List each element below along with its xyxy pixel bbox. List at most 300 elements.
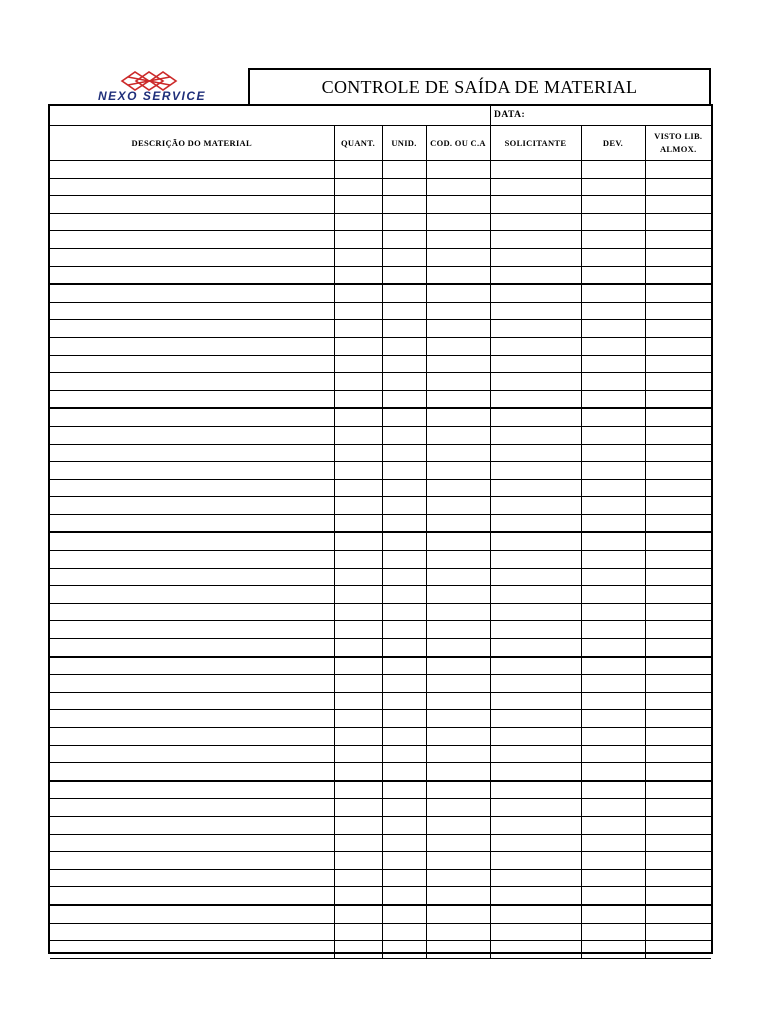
quantity-cell[interactable]: [334, 320, 382, 338]
quantity-cell[interactable]: [334, 603, 382, 621]
quantity-cell[interactable]: [334, 923, 382, 941]
quantity-cell[interactable]: [334, 781, 382, 799]
description-cell[interactable]: [50, 266, 334, 284]
requester-cell[interactable]: [490, 675, 581, 693]
unit-cell[interactable]: [382, 266, 426, 284]
approval-cell[interactable]: [645, 479, 711, 497]
requester-cell[interactable]: [490, 213, 581, 231]
code-cell[interactable]: [426, 355, 490, 373]
approval-cell[interactable]: [645, 213, 711, 231]
approval-cell[interactable]: [645, 462, 711, 480]
requester-cell[interactable]: [490, 532, 581, 550]
approval-cell[interactable]: [645, 196, 711, 214]
quantity-cell[interactable]: [334, 816, 382, 834]
return-cell[interactable]: [581, 497, 645, 515]
return-cell[interactable]: [581, 816, 645, 834]
requester-cell[interactable]: [490, 603, 581, 621]
return-cell[interactable]: [581, 532, 645, 550]
code-cell[interactable]: [426, 444, 490, 462]
approval-cell[interactable]: [645, 266, 711, 284]
quantity-cell[interactable]: [334, 551, 382, 569]
requester-cell[interactable]: [490, 284, 581, 302]
code-cell[interactable]: [426, 675, 490, 693]
approval-cell[interactable]: [645, 497, 711, 515]
return-cell[interactable]: [581, 568, 645, 586]
quantity-cell[interactable]: [334, 161, 382, 179]
description-cell[interactable]: [50, 905, 334, 923]
approval-cell[interactable]: [645, 905, 711, 923]
quantity-cell[interactable]: [334, 710, 382, 728]
code-cell[interactable]: [426, 426, 490, 444]
requester-cell[interactable]: [490, 320, 581, 338]
quantity-cell[interactable]: [334, 444, 382, 462]
unit-cell[interactable]: [382, 444, 426, 462]
return-cell[interactable]: [581, 799, 645, 817]
code-cell[interactable]: [426, 302, 490, 320]
code-cell[interactable]: [426, 568, 490, 586]
return-cell[interactable]: [581, 710, 645, 728]
quantity-cell[interactable]: [334, 284, 382, 302]
description-cell[interactable]: [50, 320, 334, 338]
description-cell[interactable]: [50, 373, 334, 391]
approval-cell[interactable]: [645, 551, 711, 569]
requester-cell[interactable]: [490, 905, 581, 923]
approval-cell[interactable]: [645, 657, 711, 675]
requester-cell[interactable]: [490, 621, 581, 639]
return-cell[interactable]: [581, 728, 645, 746]
requester-cell[interactable]: [490, 178, 581, 196]
requester-cell[interactable]: [490, 923, 581, 941]
approval-cell[interactable]: [645, 852, 711, 870]
unit-cell[interactable]: [382, 816, 426, 834]
code-cell[interactable]: [426, 462, 490, 480]
return-cell[interactable]: [581, 514, 645, 532]
code-cell[interactable]: [426, 337, 490, 355]
quantity-cell[interactable]: [334, 497, 382, 515]
quantity-cell[interactable]: [334, 905, 382, 923]
return-cell[interactable]: [581, 284, 645, 302]
approval-cell[interactable]: [645, 887, 711, 905]
code-cell[interactable]: [426, 320, 490, 338]
approval-cell[interactable]: [645, 639, 711, 657]
description-cell[interactable]: [50, 390, 334, 408]
requester-cell[interactable]: [490, 161, 581, 179]
quantity-cell[interactable]: [334, 248, 382, 266]
approval-cell[interactable]: [645, 514, 711, 532]
requester-cell[interactable]: [490, 834, 581, 852]
requester-cell[interactable]: [490, 514, 581, 532]
description-cell[interactable]: [50, 657, 334, 675]
code-cell[interactable]: [426, 621, 490, 639]
quantity-cell[interactable]: [334, 514, 382, 532]
unit-cell[interactable]: [382, 887, 426, 905]
requester-cell[interactable]: [490, 373, 581, 391]
description-cell[interactable]: [50, 248, 334, 266]
approval-cell[interactable]: [645, 923, 711, 941]
unit-cell[interactable]: [382, 178, 426, 196]
approval-cell[interactable]: [645, 161, 711, 179]
unit-cell[interactable]: [382, 390, 426, 408]
approval-cell[interactable]: [645, 586, 711, 604]
return-cell[interactable]: [581, 887, 645, 905]
code-cell[interactable]: [426, 887, 490, 905]
code-cell[interactable]: [426, 248, 490, 266]
code-cell[interactable]: [426, 178, 490, 196]
code-cell[interactable]: [426, 551, 490, 569]
unit-cell[interactable]: [382, 355, 426, 373]
unit-cell[interactable]: [382, 692, 426, 710]
approval-cell[interactable]: [645, 869, 711, 887]
return-cell[interactable]: [581, 355, 645, 373]
approval-cell[interactable]: [645, 941, 711, 959]
return-cell[interactable]: [581, 551, 645, 569]
description-cell[interactable]: [50, 568, 334, 586]
requester-cell[interactable]: [490, 302, 581, 320]
code-cell[interactable]: [426, 781, 490, 799]
description-cell[interactable]: [50, 763, 334, 781]
quantity-cell[interactable]: [334, 586, 382, 604]
unit-cell[interactable]: [382, 231, 426, 249]
description-cell[interactable]: [50, 284, 334, 302]
return-cell[interactable]: [581, 834, 645, 852]
unit-cell[interactable]: [382, 462, 426, 480]
description-cell[interactable]: [50, 196, 334, 214]
requester-cell[interactable]: [490, 586, 581, 604]
approval-cell[interactable]: [645, 675, 711, 693]
unit-cell[interactable]: [382, 426, 426, 444]
quantity-cell[interactable]: [334, 355, 382, 373]
code-cell[interactable]: [426, 514, 490, 532]
approval-cell[interactable]: [645, 178, 711, 196]
code-cell[interactable]: [426, 231, 490, 249]
description-cell[interactable]: [50, 799, 334, 817]
description-cell[interactable]: [50, 586, 334, 604]
description-cell[interactable]: [50, 621, 334, 639]
quantity-cell[interactable]: [334, 568, 382, 586]
approval-cell[interactable]: [645, 710, 711, 728]
return-cell[interactable]: [581, 161, 645, 179]
unit-cell[interactable]: [382, 905, 426, 923]
code-cell[interactable]: [426, 161, 490, 179]
return-cell[interactable]: [581, 320, 645, 338]
unit-cell[interactable]: [382, 869, 426, 887]
description-cell[interactable]: [50, 745, 334, 763]
approval-cell[interactable]: [645, 692, 711, 710]
description-cell[interactable]: [50, 869, 334, 887]
unit-cell[interactable]: [382, 497, 426, 515]
unit-cell[interactable]: [382, 834, 426, 852]
code-cell[interactable]: [426, 479, 490, 497]
code-cell[interactable]: [426, 586, 490, 604]
quantity-cell[interactable]: [334, 639, 382, 657]
requester-cell[interactable]: [490, 390, 581, 408]
description-cell[interactable]: [50, 692, 334, 710]
quantity-cell[interactable]: [334, 657, 382, 675]
return-cell[interactable]: [581, 586, 645, 604]
quantity-cell[interactable]: [334, 479, 382, 497]
approval-cell[interactable]: [645, 834, 711, 852]
return-cell[interactable]: [581, 923, 645, 941]
description-cell[interactable]: [50, 426, 334, 444]
description-cell[interactable]: [50, 887, 334, 905]
unit-cell[interactable]: [382, 941, 426, 959]
return-cell[interactable]: [581, 781, 645, 799]
requester-cell[interactable]: [490, 355, 581, 373]
code-cell[interactable]: [426, 639, 490, 657]
code-cell[interactable]: [426, 390, 490, 408]
requester-cell[interactable]: [490, 869, 581, 887]
code-cell[interactable]: [426, 941, 490, 959]
unit-cell[interactable]: [382, 657, 426, 675]
unit-cell[interactable]: [382, 408, 426, 426]
description-cell[interactable]: [50, 675, 334, 693]
return-cell[interactable]: [581, 266, 645, 284]
unit-cell[interactable]: [382, 284, 426, 302]
description-cell[interactable]: [50, 337, 334, 355]
quantity-cell[interactable]: [334, 675, 382, 693]
unit-cell[interactable]: [382, 621, 426, 639]
unit-cell[interactable]: [382, 213, 426, 231]
return-cell[interactable]: [581, 941, 645, 959]
requester-cell[interactable]: [490, 887, 581, 905]
description-cell[interactable]: [50, 408, 334, 426]
approval-cell[interactable]: [645, 816, 711, 834]
quantity-cell[interactable]: [334, 196, 382, 214]
return-cell[interactable]: [581, 621, 645, 639]
requester-cell[interactable]: [490, 568, 581, 586]
description-cell[interactable]: [50, 834, 334, 852]
code-cell[interactable]: [426, 266, 490, 284]
quantity-cell[interactable]: [334, 178, 382, 196]
unit-cell[interactable]: [382, 196, 426, 214]
code-cell[interactable]: [426, 373, 490, 391]
description-cell[interactable]: [50, 710, 334, 728]
code-cell[interactable]: [426, 213, 490, 231]
description-cell[interactable]: [50, 852, 334, 870]
unit-cell[interactable]: [382, 161, 426, 179]
unit-cell[interactable]: [382, 763, 426, 781]
requester-cell[interactable]: [490, 745, 581, 763]
quantity-cell[interactable]: [334, 462, 382, 480]
code-cell[interactable]: [426, 852, 490, 870]
description-cell[interactable]: [50, 444, 334, 462]
description-cell[interactable]: [50, 479, 334, 497]
return-cell[interactable]: [581, 462, 645, 480]
code-cell[interactable]: [426, 603, 490, 621]
date-field[interactable]: DATA:: [490, 106, 711, 126]
description-cell[interactable]: [50, 497, 334, 515]
requester-cell[interactable]: [490, 639, 581, 657]
quantity-cell[interactable]: [334, 373, 382, 391]
unit-cell[interactable]: [382, 514, 426, 532]
unit-cell[interactable]: [382, 320, 426, 338]
code-cell[interactable]: [426, 834, 490, 852]
quantity-cell[interactable]: [334, 390, 382, 408]
unit-cell[interactable]: [382, 337, 426, 355]
requester-cell[interactable]: [490, 551, 581, 569]
approval-cell[interactable]: [645, 745, 711, 763]
return-cell[interactable]: [581, 692, 645, 710]
unit-cell[interactable]: [382, 745, 426, 763]
unit-cell[interactable]: [382, 568, 426, 586]
code-cell[interactable]: [426, 532, 490, 550]
return-cell[interactable]: [581, 178, 645, 196]
approval-cell[interactable]: [645, 408, 711, 426]
requester-cell[interactable]: [490, 462, 581, 480]
approval-cell[interactable]: [645, 603, 711, 621]
requester-cell[interactable]: [490, 852, 581, 870]
quantity-cell[interactable]: [334, 887, 382, 905]
return-cell[interactable]: [581, 603, 645, 621]
quantity-cell[interactable]: [334, 302, 382, 320]
quantity-cell[interactable]: [334, 763, 382, 781]
requester-cell[interactable]: [490, 266, 581, 284]
requester-cell[interactable]: [490, 248, 581, 266]
quantity-cell[interactable]: [334, 799, 382, 817]
approval-cell[interactable]: [645, 231, 711, 249]
description-cell[interactable]: [50, 355, 334, 373]
approval-cell[interactable]: [645, 621, 711, 639]
approval-cell[interactable]: [645, 390, 711, 408]
requester-cell[interactable]: [490, 692, 581, 710]
requester-cell[interactable]: [490, 231, 581, 249]
approval-cell[interactable]: [645, 248, 711, 266]
approval-cell[interactable]: [645, 302, 711, 320]
code-cell[interactable]: [426, 763, 490, 781]
description-cell[interactable]: [50, 231, 334, 249]
quantity-cell[interactable]: [334, 213, 382, 231]
code-cell[interactable]: [426, 497, 490, 515]
code-cell[interactable]: [426, 745, 490, 763]
return-cell[interactable]: [581, 639, 645, 657]
approval-cell[interactable]: [645, 728, 711, 746]
requester-cell[interactable]: [490, 444, 581, 462]
description-cell[interactable]: [50, 551, 334, 569]
description-cell[interactable]: [50, 728, 334, 746]
return-cell[interactable]: [581, 479, 645, 497]
requester-cell[interactable]: [490, 479, 581, 497]
description-cell[interactable]: [50, 178, 334, 196]
approval-cell[interactable]: [645, 799, 711, 817]
quantity-cell[interactable]: [334, 728, 382, 746]
approval-cell[interactable]: [645, 568, 711, 586]
requester-cell[interactable]: [490, 196, 581, 214]
unit-cell[interactable]: [382, 479, 426, 497]
requester-cell[interactable]: [490, 426, 581, 444]
description-cell[interactable]: [50, 639, 334, 657]
quantity-cell[interactable]: [334, 941, 382, 959]
description-cell[interactable]: [50, 532, 334, 550]
code-cell[interactable]: [426, 905, 490, 923]
description-cell[interactable]: [50, 462, 334, 480]
requester-cell[interactable]: [490, 337, 581, 355]
code-cell[interactable]: [426, 799, 490, 817]
quantity-cell[interactable]: [334, 532, 382, 550]
code-cell[interactable]: [426, 196, 490, 214]
requester-cell[interactable]: [490, 799, 581, 817]
code-cell[interactable]: [426, 710, 490, 728]
approval-cell[interactable]: [645, 426, 711, 444]
code-cell[interactable]: [426, 869, 490, 887]
return-cell[interactable]: [581, 657, 645, 675]
quantity-cell[interactable]: [334, 337, 382, 355]
approval-cell[interactable]: [645, 763, 711, 781]
return-cell[interactable]: [581, 869, 645, 887]
description-cell[interactable]: [50, 302, 334, 320]
unit-cell[interactable]: [382, 639, 426, 657]
requester-cell[interactable]: [490, 763, 581, 781]
unit-cell[interactable]: [382, 586, 426, 604]
quantity-cell[interactable]: [334, 621, 382, 639]
return-cell[interactable]: [581, 763, 645, 781]
unit-cell[interactable]: [382, 603, 426, 621]
code-cell[interactable]: [426, 923, 490, 941]
requester-cell[interactable]: [490, 781, 581, 799]
code-cell[interactable]: [426, 692, 490, 710]
code-cell[interactable]: [426, 408, 490, 426]
description-cell[interactable]: [50, 161, 334, 179]
unit-cell[interactable]: [382, 781, 426, 799]
return-cell[interactable]: [581, 390, 645, 408]
unit-cell[interactable]: [382, 551, 426, 569]
approval-cell[interactable]: [645, 444, 711, 462]
description-cell[interactable]: [50, 941, 334, 959]
return-cell[interactable]: [581, 905, 645, 923]
code-cell[interactable]: [426, 284, 490, 302]
description-cell[interactable]: [50, 781, 334, 799]
approval-cell[interactable]: [645, 355, 711, 373]
requester-cell[interactable]: [490, 657, 581, 675]
return-cell[interactable]: [581, 745, 645, 763]
unit-cell[interactable]: [382, 675, 426, 693]
requester-cell[interactable]: [490, 408, 581, 426]
requester-cell[interactable]: [490, 941, 581, 959]
unit-cell[interactable]: [382, 799, 426, 817]
approval-cell[interactable]: [645, 373, 711, 391]
unit-cell[interactable]: [382, 728, 426, 746]
unit-cell[interactable]: [382, 852, 426, 870]
return-cell[interactable]: [581, 213, 645, 231]
quantity-cell[interactable]: [334, 869, 382, 887]
return-cell[interactable]: [581, 337, 645, 355]
unit-cell[interactable]: [382, 373, 426, 391]
quantity-cell[interactable]: [334, 266, 382, 284]
approval-cell[interactable]: [645, 337, 711, 355]
unit-cell[interactable]: [382, 923, 426, 941]
requester-cell[interactable]: [490, 728, 581, 746]
quantity-cell[interactable]: [334, 231, 382, 249]
quantity-cell[interactable]: [334, 834, 382, 852]
unit-cell[interactable]: [382, 302, 426, 320]
return-cell[interactable]: [581, 373, 645, 391]
unit-cell[interactable]: [382, 248, 426, 266]
return-cell[interactable]: [581, 196, 645, 214]
quantity-cell[interactable]: [334, 852, 382, 870]
approval-cell[interactable]: [645, 532, 711, 550]
description-cell[interactable]: [50, 603, 334, 621]
return-cell[interactable]: [581, 852, 645, 870]
quantity-cell[interactable]: [334, 426, 382, 444]
code-cell[interactable]: [426, 657, 490, 675]
return-cell[interactable]: [581, 231, 645, 249]
requester-cell[interactable]: [490, 816, 581, 834]
description-cell[interactable]: [50, 923, 334, 941]
quantity-cell[interactable]: [334, 692, 382, 710]
description-cell[interactable]: [50, 816, 334, 834]
code-cell[interactable]: [426, 816, 490, 834]
description-cell[interactable]: [50, 514, 334, 532]
requester-cell[interactable]: [490, 710, 581, 728]
